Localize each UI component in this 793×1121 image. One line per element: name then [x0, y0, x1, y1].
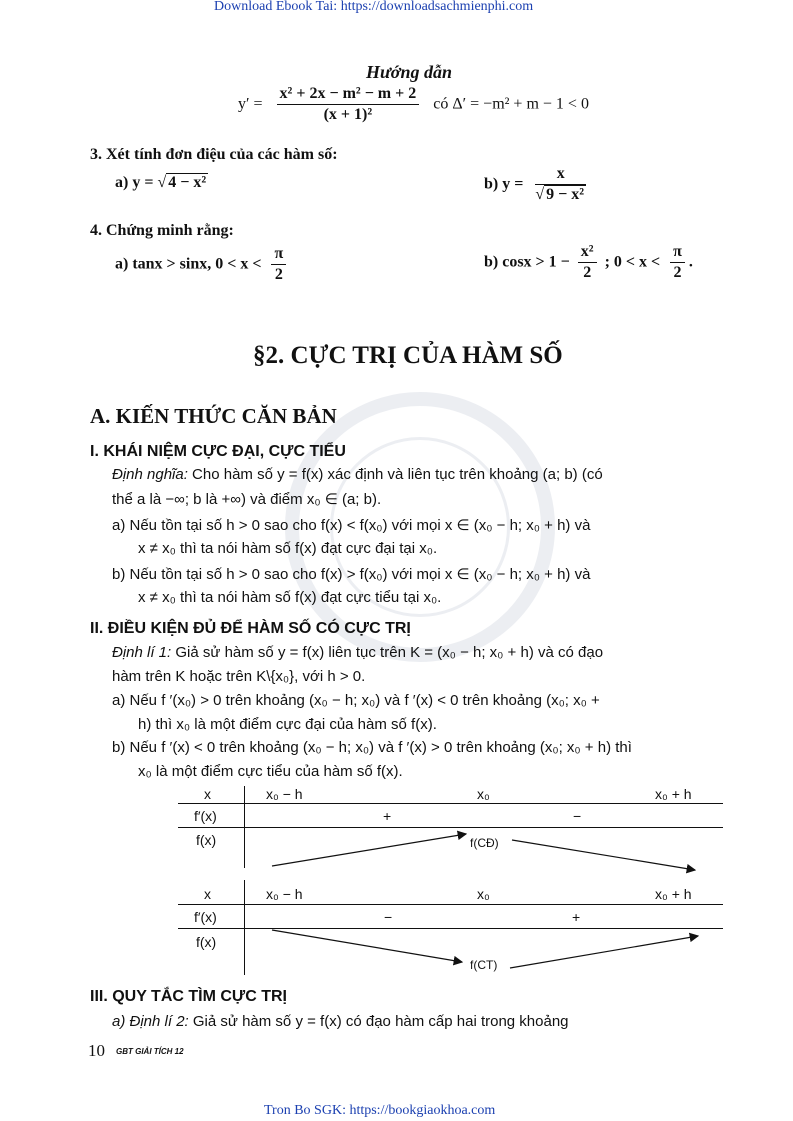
table2-row-fprime: f′(x): [194, 909, 217, 925]
part-iii-thm-text: Giả sử hàm số y = f(x) có đạo hàm cấp hai trong khoảng: [188, 1013, 569, 1030]
ex4-b-denominator: 2: [583, 264, 592, 281]
table2-sign-plus: +: [572, 909, 581, 925]
footer-sgk-link[interactable]: Tron Bo SGK: https://bookgiaokhoa.com: [264, 1103, 496, 1118]
table1-row-fprime: f′(x): [194, 808, 217, 824]
table2-x0-plus-h: x₀ + h: [655, 886, 692, 902]
ex4-b-mid: ; 0 < x <: [604, 253, 661, 271]
ex3-b-numerator: x: [535, 166, 586, 185]
ex3-b-prefix: b) y =: [484, 175, 524, 193]
table2-row-f: f(x): [196, 934, 217, 950]
part-ii-thm-text: Giả sử hàm số y = f(x) liên tục trên K = (x₀ − h; x₀ + h) và có đạo: [171, 644, 604, 661]
table2-row-x: x: [204, 886, 211, 902]
ex3-title: 3. Xét tính đơn điệu của các hàm số:: [90, 146, 338, 163]
header-download-link[interactable]: Download Ebook Tai: https://downloadsachmienphi.com: [214, 0, 534, 14]
part-i-b-line2: x ≠ x₀ thì ta nói hàm số f(x) đạt cực tiểu tại x₀.: [138, 589, 442, 606]
part-ii-b-line2: x₀ là một điểm cực tiểu của hàm số f(x).: [138, 763, 403, 780]
part-i-title: I. KHÁI NIỆM CỰC ĐẠI, CỰC TIỂU: [90, 443, 346, 460]
page-number: 10: [88, 1041, 105, 1060]
ex3-a-radicand: 4 − x²: [168, 174, 207, 191]
ex4-b-pi: π: [670, 244, 685, 263]
part-ii-title: II. ĐIỀU KIỆN ĐỦ ĐỂ HÀM SỐ CÓ CỰC TRỊ: [90, 620, 411, 637]
section-title: §2. CỰC TRỊ CỦA HÀM SỐ: [253, 342, 563, 369]
part-i-definition-line2: thể a là −∞; b là +∞) và điểm x₀ ∈ (a; b).: [112, 491, 382, 508]
guide-numerator: x² + 2x − m² − m + 2: [277, 86, 420, 105]
ex4-title: 4. Chứng minh rằng:: [90, 222, 234, 239]
table1-row-f: f(x): [196, 832, 217, 848]
ex3-b-root: √: [535, 186, 545, 203]
part-i-a-line1: a) Nếu tồn tại số h > 0 sao cho f(x) < f(x₀) với mọi x ∈ (x₀ − h; x₀ + h) và: [112, 517, 591, 534]
ex4-a-pi: π: [271, 246, 286, 265]
guide-denominator: (x + 1)²: [323, 106, 373, 123]
part-ii-b-line1: b) Nếu f ′(x) < 0 trên khoảng (x₀ − h; x₀) và f ′(x) > 0 trên khoảng (x₀; x₀ + h) thì: [112, 739, 632, 756]
table1-row-x: x: [204, 786, 211, 802]
ex4-a-text: a) tanx > sinx, 0 < x <: [115, 255, 262, 273]
ex4-a-two: 2: [274, 266, 283, 283]
part-iii-title: III. QUY TẮC TÌM CỰC TRỊ: [90, 988, 287, 1005]
guide-rhs: có Δ′ = −m² + m − 1 < 0: [433, 95, 589, 113]
ex4-b-text: b) cosx > 1 −: [484, 253, 570, 271]
table2-fct-label: f(CT): [470, 958, 498, 972]
part-ii-thm-label: Định lí 1:: [112, 644, 172, 661]
part-i-b-line1: b) Nếu tồn tại số h > 0 sao cho f(x) > f(x₀) với mọi x ∈ (x₀ − h; x₀ + h) và: [112, 566, 591, 583]
ex3-a-prefix: a) y =: [115, 174, 154, 191]
table1-fcd-label: f(CĐ): [470, 836, 499, 850]
ex3-b-radicand: 9 − x²: [546, 186, 585, 203]
table1-x0: x₀: [477, 786, 490, 802]
table2-x0-minus-h: x₀ − h: [266, 886, 303, 902]
ex4-b-end: .: [688, 253, 693, 271]
part-i-a-line2: x ≠ x₀ thì ta nói hàm số f(x) đạt cực đại tại x₀.: [138, 540, 438, 557]
table1-x0-minus-h: x₀ − h: [266, 786, 303, 802]
table1-sign-minus: −: [573, 808, 582, 824]
book-title: GBT GIẢI TÍCH 12: [116, 1047, 184, 1056]
part-ii-a-line1: a) Nếu f ′(x₀) > 0 trên khoảng (x₀ − h; x₀) và f ′(x) < 0 trên khoảng (x₀; x₀ +: [112, 692, 600, 709]
table2-x0: x₀: [477, 886, 490, 902]
ex3-a-root: √: [157, 174, 167, 191]
guide-title: Hướng dẫn: [366, 62, 452, 82]
part-iii-line1: [112, 1013, 569, 1030]
guide-lhs: y′ =: [238, 95, 263, 113]
part-i-def-label: Định nghĩa:: [112, 466, 188, 483]
part-ii-a-line2: h) thì x₀ là một điểm cực đại của hàm số f(x).: [138, 716, 437, 733]
part-i-def-text: Cho hàm số y = f(x) xác định và liên tục trên khoảng (a; b) (có: [187, 466, 603, 483]
ex4-b-two: 2: [673, 264, 682, 281]
part-ii-theorem-line2: hàm trên K hoặc trên K\{x₀}, với h > 0.: [112, 668, 366, 685]
ex4-b-numerator: x²: [578, 244, 597, 263]
table1-sign-plus: +: [383, 808, 392, 824]
table1-x0-plus-h: x₀ + h: [655, 786, 692, 802]
part-a-title: A. KIẾN THỨC CĂN BẢN: [90, 404, 337, 428]
table2-sign-minus: −: [384, 909, 393, 925]
part-iii-thm-label: a) Định lí 2:: [112, 1013, 189, 1030]
